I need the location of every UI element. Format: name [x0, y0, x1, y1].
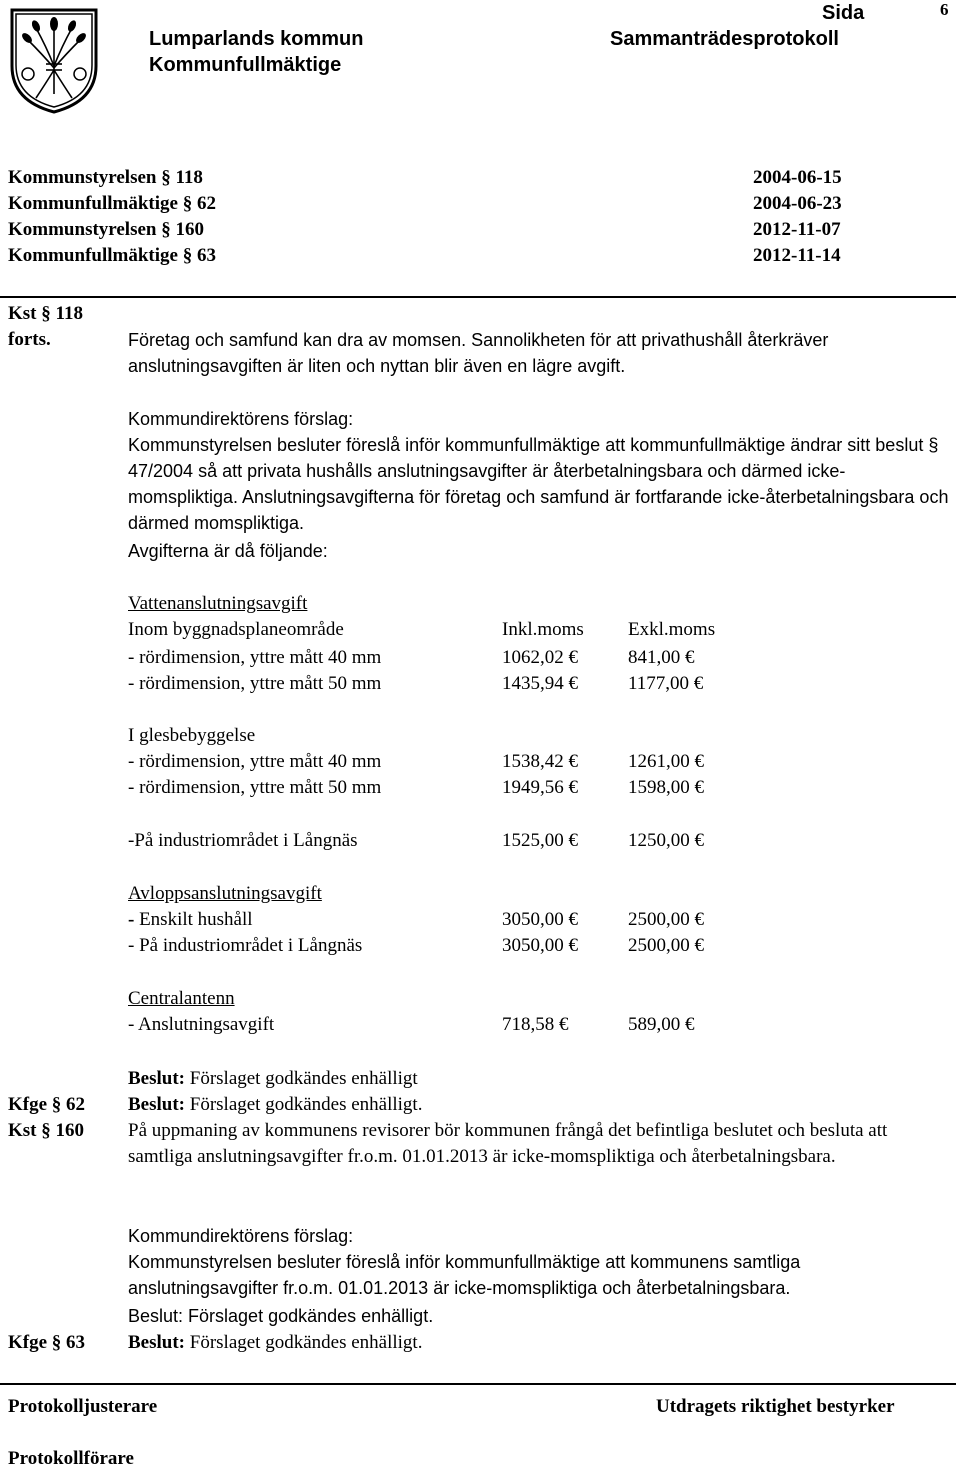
meeting-date: 2004-06-15 — [753, 167, 842, 188]
decision-kst118 — [128, 1066, 418, 1092]
meeting-name: Kommunstyrelsen § 118 — [8, 167, 203, 188]
decision-text: Förslaget godkändes enhälligt. — [185, 1094, 423, 1115]
fee-excl: 2500,00 € — [628, 935, 704, 956]
fee-row-text: På industriområdet i Långnäs — [134, 935, 363, 956]
fee-incl: 718,58 € — [502, 1014, 569, 1035]
fee-row-label: - Anslutningsavgift — [128, 1014, 275, 1035]
municipal-logo — [6, 6, 102, 116]
fee-incl: 1062,02 € — [502, 647, 578, 668]
decision-label: Beslut: — [128, 1094, 185, 1115]
footer-justerare: Protokolljusterare — [8, 1396, 158, 1417]
section-label: Kfge § 62 — [8, 1094, 86, 1115]
fee-row-label — [128, 933, 362, 959]
fee-incl: 1538,42 € — [502, 751, 578, 772]
wheat-sheaf-icon — [6, 6, 102, 116]
decision-label: Beslut: — [128, 1068, 185, 1089]
fee-row-label — [128, 907, 253, 933]
meeting-date: 2004-06-23 — [753, 193, 842, 214]
col-incl-header: Inkl.moms — [502, 619, 584, 640]
fee-excl: 2500,00 € — [628, 909, 704, 930]
decision-text: Förslaget godkändes enhälligt. — [185, 1332, 423, 1353]
antenna-fee-heading: Centralantenn — [128, 988, 235, 1009]
footer-forare: Protokollförare — [8, 1448, 134, 1469]
sewer-fee-heading: Avloppsanslutningsavgift — [128, 883, 322, 904]
fee-excl: 1177,00 € — [628, 673, 704, 694]
meeting-name: Kommunstyrelsen § 160 — [8, 219, 204, 240]
fee-excl: 841,00 € — [628, 647, 695, 668]
fee-row-label: -På industriområdet i Långnäs — [128, 830, 358, 851]
section-label: Kst § 118 — [8, 303, 83, 324]
fees-intro: Avgifterna är då följande: — [128, 541, 328, 561]
municipality-name: Lumparlands kommun — [149, 28, 364, 50]
page-label: Sida — [822, 2, 865, 24]
divider-top — [0, 296, 956, 298]
meeting-name: Kommunfullmäktige § 63 — [8, 245, 216, 266]
fee-excl: 1250,00 € — [628, 830, 704, 851]
decision-text: Förslaget godkändes enhälligt — [185, 1068, 418, 1089]
fee-incl: 1525,00 € — [502, 830, 578, 851]
footer-riktighet: Utdragets riktighet bestyrker — [656, 1396, 895, 1417]
council-name: Kommunfullmäktige — [149, 54, 342, 76]
plan-area-label: Inom byggnadsplaneområde — [128, 619, 344, 640]
meeting-name: Kommunfullmäktige § 62 — [8, 193, 216, 214]
document-type: Sammanträdesprotokoll — [610, 28, 839, 50]
section-label: Kst § 160 — [8, 1120, 84, 1141]
fee-incl: 1435,94 € — [502, 673, 578, 694]
divider-bottom — [0, 1383, 956, 1385]
fee-excl: 589,00 € — [628, 1014, 695, 1035]
fee-row-dash: - — [128, 909, 135, 930]
section-label: Kfge § 63 — [8, 1332, 86, 1353]
fee-row-label: - rördimension, yttre mått 40 mm — [128, 751, 382, 772]
sparse-area-label: I glesbebyggelse — [128, 725, 256, 746]
proposal-heading: Kommundirektörens förslag: — [128, 409, 354, 429]
decision-kfge62 — [128, 1092, 422, 1118]
decision-label: Beslut: — [128, 1306, 184, 1326]
fee-incl: 1949,56 € — [502, 777, 578, 798]
decision-label: Beslut: — [128, 1332, 185, 1353]
decision-kfge63 — [128, 1330, 422, 1356]
fee-row-label: - rördimension, yttre mått 50 mm — [128, 777, 382, 798]
meeting-date: 2012-11-14 — [753, 245, 841, 266]
fee-incl: 3050,00 € — [502, 909, 578, 930]
water-fee-heading: Vattenanslutningsavgift — [128, 593, 308, 614]
decision-kst160 — [128, 1303, 433, 1329]
fee-row-label: - rördimension, yttre mått 40 mm — [128, 647, 382, 668]
fee-row-label: - rördimension, yttre mått 50 mm — [128, 673, 382, 694]
proposal-text: Kommunstyrelsen besluter föreslå inför kommunfullmäktige att kommunfullmäktige ändrar sitt beslut § 47/2004 så att privata hushålls anslutningsavgifter är återbetalningsbara och därmed icke-momspliktiga. Anslutningsavgifterna för företag och samfund är fortfarande icke-återbetalningsbara och därmed momspliktiga. — [128, 435, 949, 533]
page-number: 6 — [940, 0, 949, 19]
decision-text: Förslaget godkändes enhälligt. — [183, 1306, 434, 1326]
kst160-text: På uppmaning av kommunens revisorer bör kommunen frångå det befintliga beslutet och besluta att samtliga anslutningsavgifter fr.o.m. 01.01.2013 är icke-momspliktiga och återbetalningsbara. — [128, 1120, 888, 1167]
col-excl-header: Exkl.moms — [628, 619, 716, 640]
fee-row-dash: - — [128, 935, 135, 956]
section-label-cont: forts. — [8, 329, 51, 350]
fee-incl: 3050,00 € — [502, 935, 578, 956]
intro-line: Företag och samfund kan dra av momsen. Sannolikheten för att privathushåll återkräver — [128, 330, 829, 350]
fee-row-text: Enskilt hushåll — [134, 909, 253, 930]
intro-line: anslutningsavgiften är liten och nyttan blir även en lägre avgift. — [128, 356, 626, 376]
proposal-text: Kommunstyrelsen besluter föreslå inför kommunfullmäktige att kommunens samtliga anslutningsavgifter fr.o.m. 01.01.2013 är icke-momspliktiga och återbetalningsbara. — [128, 1252, 801, 1298]
meeting-date: 2012-11-07 — [753, 219, 841, 240]
fee-excl: 1598,00 € — [628, 777, 704, 798]
fee-excl: 1261,00 € — [628, 751, 704, 772]
proposal-heading: Kommundirektörens förslag: — [128, 1226, 354, 1246]
